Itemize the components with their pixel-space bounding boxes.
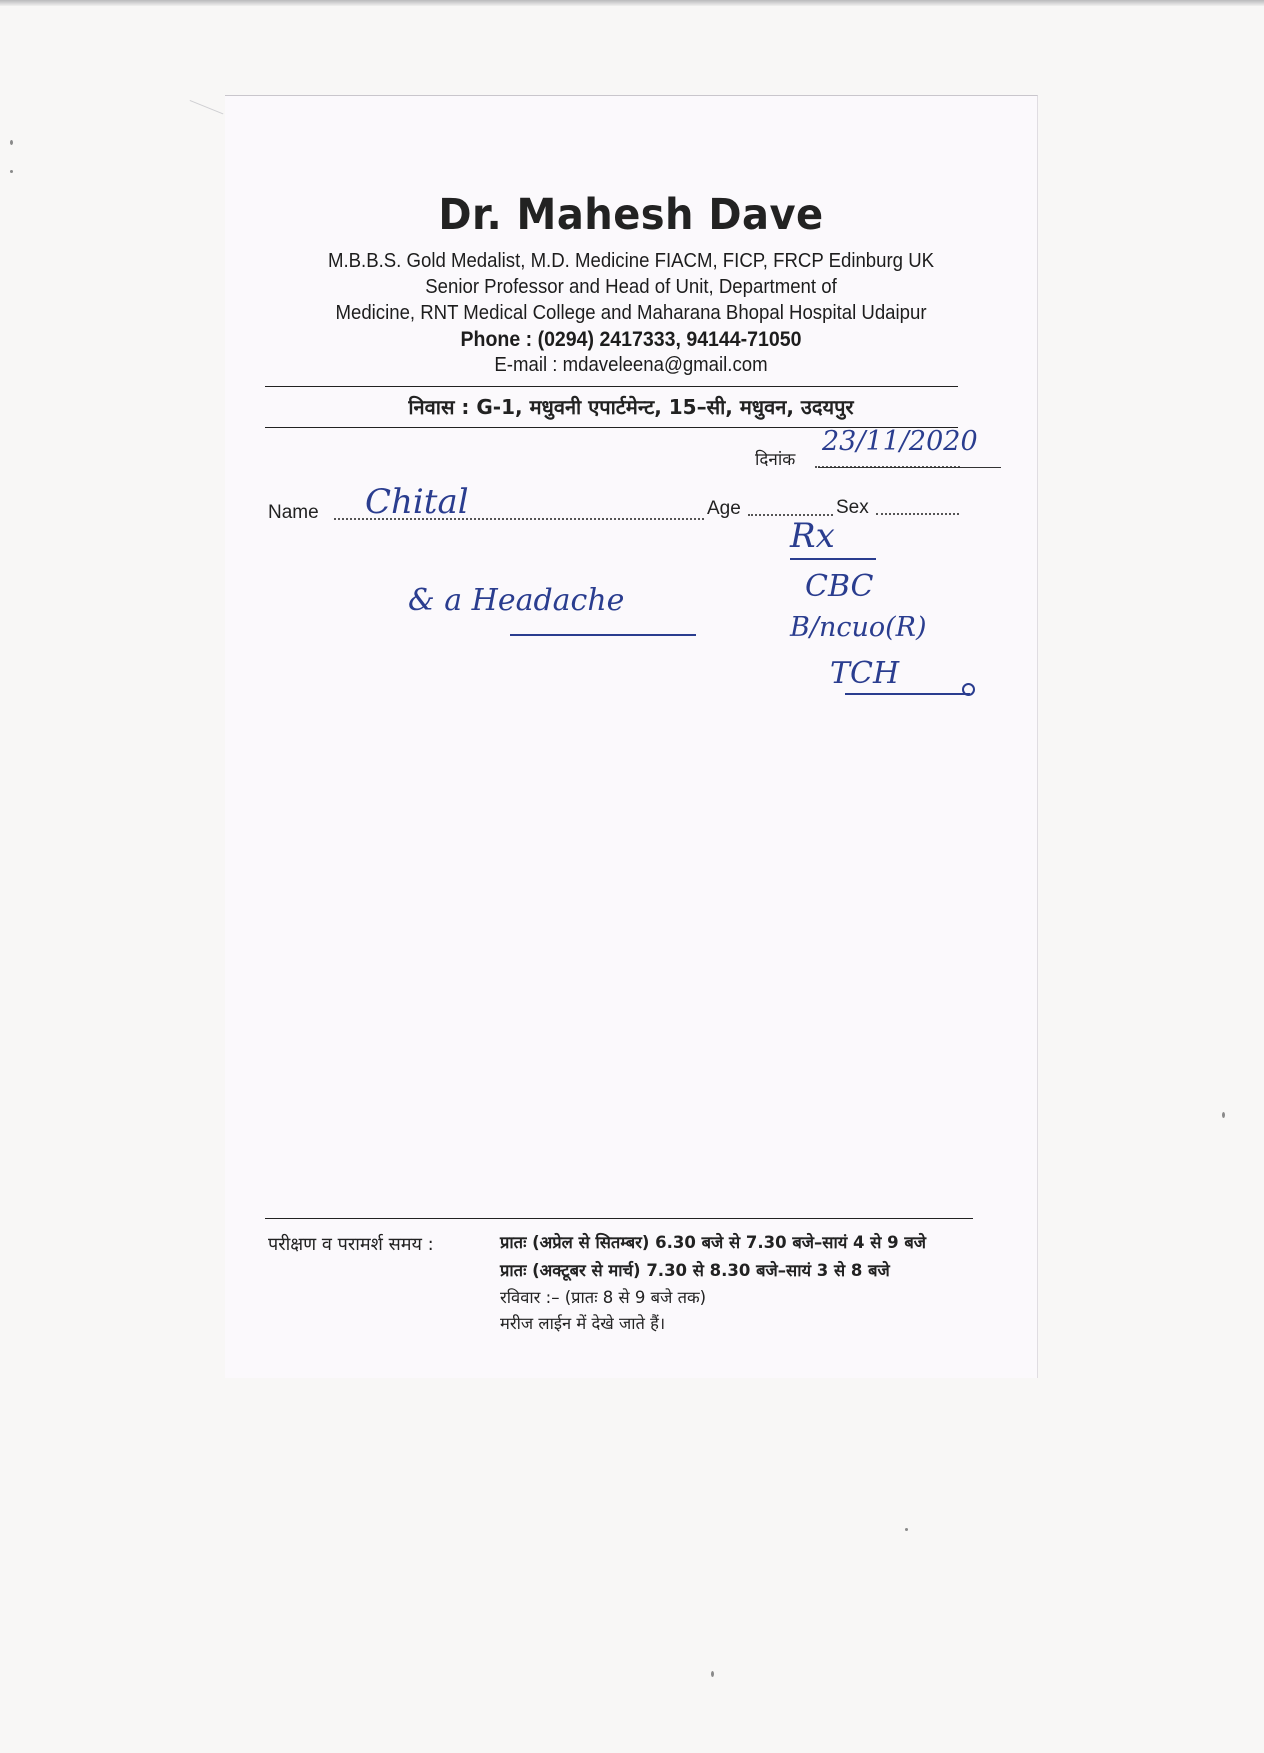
name-label: Name (268, 502, 319, 523)
rx-underline (790, 558, 876, 560)
handwritten-test-1: CBC (805, 569, 874, 604)
position-line-2: Medicine, RNT Medical College and Maharana Bhopal Hospital Udaipur (335, 302, 927, 324)
footer-rule (265, 1218, 973, 1219)
position-line-1: Senior Professor and Head of Unit, Department of (425, 276, 837, 298)
scan-speck (1222, 1112, 1225, 1118)
consultation-timing-line-3: रविवार :– (प्रातः 8 से 9 बजे तक) (500, 1288, 707, 1307)
handwritten-name: Chital (365, 482, 469, 522)
sex-dots (876, 513, 959, 515)
phone: Phone : (0294) 2417333, 94144-71050 (460, 328, 802, 351)
consultation-timing-line-2: प्रातः (अक्टूबर से मार्च) 7.30 से 8.30 बजे–सायं 3 से 8 बजे (500, 1261, 890, 1280)
scan-speck (905, 1528, 908, 1531)
test-3-underline (845, 693, 970, 695)
sheet-fold-edge (175, 100, 224, 152)
consultation-timing-line-1: प्रातः (अप्रेल से सितम्बर) 6.30 बजे से 7.30 बजे–सायं 4 से 9 बजे (500, 1233, 927, 1252)
scan-speck (10, 170, 13, 173)
consultation-timing-line-4: मरीज लाईन में देखे जाते हैं। (500, 1314, 666, 1333)
scan-speck (10, 140, 13, 145)
sex-label: Sex (836, 497, 869, 518)
qualifications: M.B.B.S. Gold Medalist, M.D. Medicine FIACM, FICP, FRCP Edinburg UK (327, 250, 935, 272)
handwritten-rx-symbol: Rx (790, 516, 835, 556)
address-rule-top (265, 386, 958, 387)
date-underline (818, 467, 1001, 468)
age-label: Age (707, 498, 741, 519)
underline-end-mark (962, 683, 975, 696)
handwritten-complaint: & a Headache (408, 583, 625, 618)
doctor-name: Dr. Mahesh Dave (438, 190, 824, 240)
handwritten-test-2: B/ncuo(R) (790, 612, 927, 643)
date-label: दिनांक (755, 450, 796, 470)
consultation-timing-heading: परीक्षण व परामर्श समय : (268, 1234, 434, 1255)
scan-top-edge (0, 0, 1264, 6)
complaint-underline (510, 634, 696, 636)
residence-address: निवास : G-1, मधुवनी एपार्टमेन्ट, 15–सी, मधुवन, उदयपुर (408, 395, 854, 419)
scan-speck (711, 1671, 714, 1677)
email: E-mail : mdaveleena@gmail.com (494, 354, 768, 376)
handwritten-date: 23/11/2020 (822, 426, 978, 457)
handwritten-test-3: TCH (830, 656, 900, 691)
